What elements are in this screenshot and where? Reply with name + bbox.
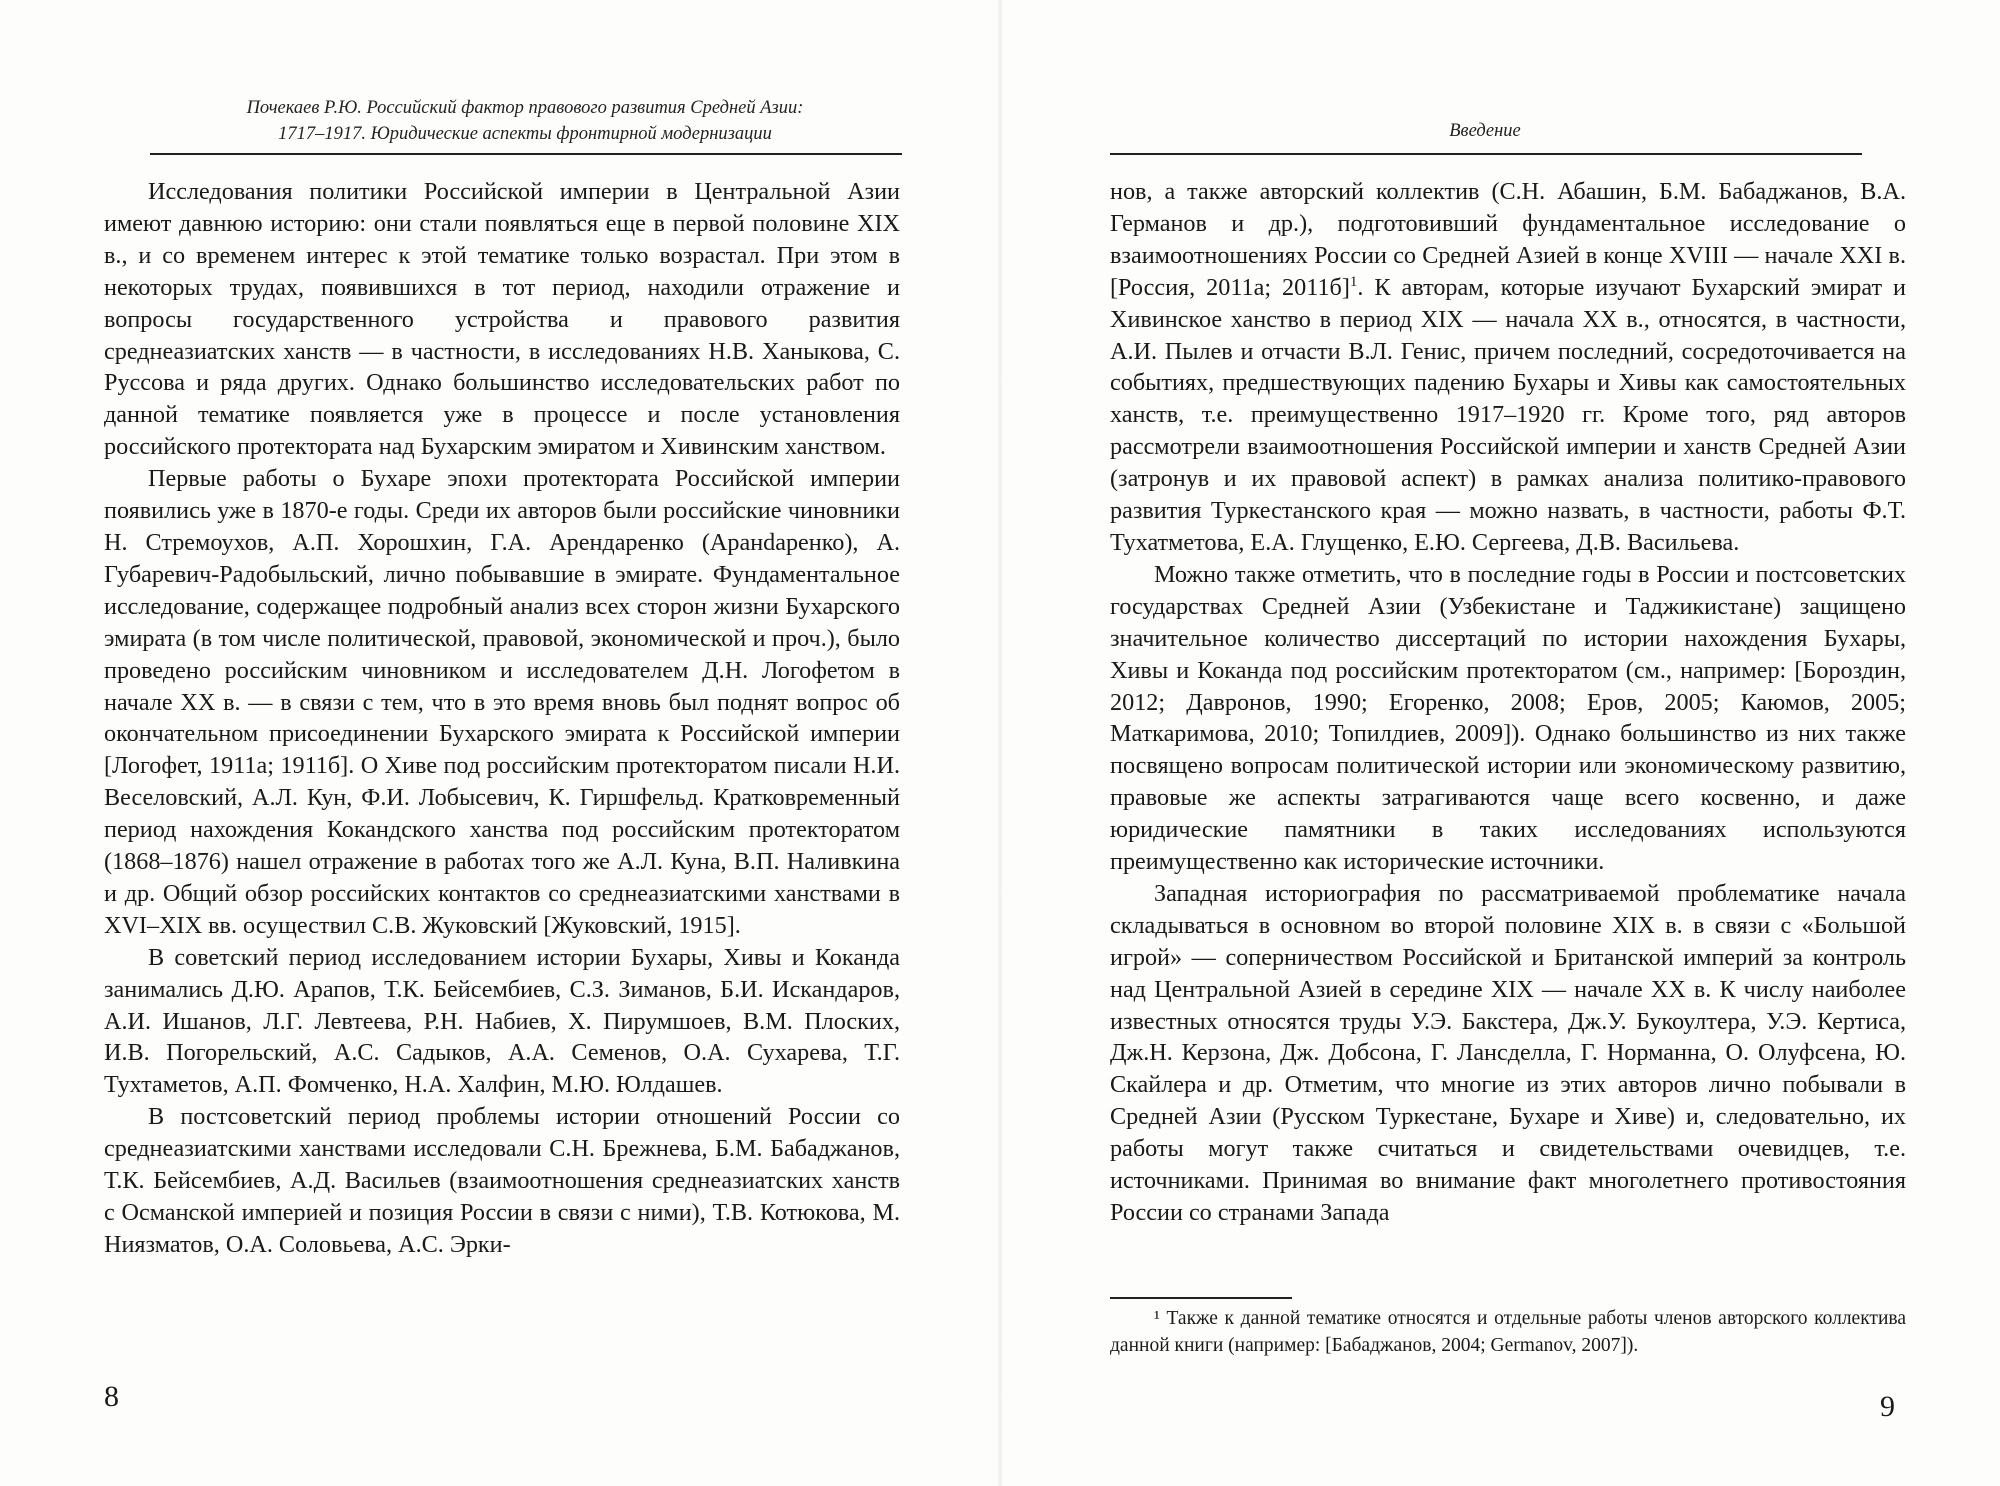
header-rule — [1110, 153, 1862, 155]
body-text-right — [1110, 176, 1906, 1229]
footnote-reference: 1 — [1349, 273, 1358, 290]
paragraph-continued — [1110, 176, 1906, 559]
paragraph: Западная историография по рассматриваемой проблематике начала складываться в основном во второй половине XIX в. в связи с «Большой игрой» — соперничеством Российской и Британской империй за контроль над Центральной Азией в середине XIX — начале XX в. К числу наиболее известных относятся труды У.Э. Бакстера, Дж.У. Букоултера, У.Э. Кертиса, Дж.Н. Керзона, Дж. Добсона, Г. Лансделла, Г. Норманна, О. Олуфсена, Ю. Скайлера и др. Отметим, что многие из этих авторов лично побывали в Средней Азии (Русском Туркестане, Бухаре и Хиве) и, следовательно, их работы могут также считаться и свидетельствами очевидцев, т.е. источниками. Принимая во внимание факт многолетнего противостояния России со странами Запада — [1110, 879, 1906, 1226]
page-number-right: 9 — [1880, 1390, 1895, 1423]
running-head-line-1: Почекаев Р.Ю. Российский фактор правового развития Средней Азии: — [246, 98, 804, 118]
footnote-text: ¹ Также к данной тематике относятся и отдельные работы членов авторского коллектива данной книги (например: [Бабаджанов, 2004; Germanov, 2007]). — [1110, 1308, 1906, 1356]
paragraph: В постсоветский период проблемы истории отношений России со среднеазиатскими ханствами исследовали С.Н. Брежнева, Б.М. Бабаджанов, Т.К. Бейсембиев, А.Д. Васильев (взаимоотношения среднеазиатских ханств с Османской империей и позиция России в связи с ними), Т.В. Котюкова, М. Ниязматов, О.А. Соловьева, А.С. Эрки- — [104, 1103, 900, 1258]
header-rule — [150, 153, 902, 155]
footnote-rule — [1110, 1297, 1292, 1299]
paragraph-text: нов, а также авторский коллектив (С.Н. Абашин, Б.М. Бабаджанов, В.А. Германов и др.), подготовивший фундаментальное исследование о взаимоотношениях России со Средней Азией в конце XVIII — начале XXI в. [Россия, 2011а; 2011б] — [1110, 178, 1906, 301]
running-head-line-2: 1717–1917. Юридические аспекты фронтирной модернизации — [278, 124, 772, 144]
paragraph: Первые работы о Бухаре эпохи протектората Российской империи появились уже в 1870-е годы. Среди их авторов были российские чиновники Н. Стремоухов, А.П. Хорошхин, Г.А. Арендаренко (Аранdаренко), А. Губаревич-Радобыльский, лично побывавшие в эмирате. Фундаментальное исследование, содержащее подробный анализ всех сторон жизни Бухарского эмирата (в том числе политической, правовой, экономической и проч.), было проведено российским чиновником и исследователем Д.Н. Логофетом в начале XX в. — в связи с тем, что в это время вновь был поднят вопрос об окончательном присоединении Бухарского эмирата к Российской империи [Логофет, 1911а; 1911б]. О Хиве под российским протекторатом писали Н.И. Веселовский, А.Л. Кун, Ф.И. Лобысевич, К. Гиршфельд. Кратковременный период нахождения Кокандского ханства под российским протекторатом (1868–1876) нашел отражение в работах того же А.Л. Куна, В.П. Наливкина и др. Общий обзор российских контактов со среднеазиатскими ханствами в XVI–XIX вв. осуществил С.В. Жуковский [Жуковский, 1915]. — [104, 465, 900, 939]
right-page — [1000, 0, 2000, 1486]
body-text-left — [104, 176, 900, 1261]
paragraph-text: . К авторам, которые изучают Бухарский эмират и Хивинское ханство в период XIX — начала XX в., относятся, в частности, А.И. Пылев и отчасти В.Л. Генис, причем последний, сосредоточивается на событиях, предшествующих падению Бухары и Хивы как самостоятельных ханств, т.е. преимущественно 1917–1920 гг. Кроме того, ряд авторов рассмотрели взаимоотношения Российской империи и ханств Средней Азии (затронув и их правовой аспект) в рамках анализа политико-правового развития Туркестанского края — можно назвать, в частности, работы Ф.Т. Тухатметова, Е.А. Глущенко, Е.Ю. Сергеева, Д.В. Васильева. — [1110, 273, 1906, 556]
paragraph: Исследования политики Российской империи в Центральной Азии имеют давнюю историю: они стали появляться еще в первой половине XIX в., и со временем интерес к этой тематике только возрастал. При этом в некоторых трудах, появившихся в тот период, находили отражение и вопросы государственного устройства и правового развития среднеазиатских ханств — в частности, в исследованиях Н.В. Ханыкова, С. Руссова и ряда других. Однако большинство исследовательских работ по данной тематике появляется уже в процессе и после установления российского протектората над Бухарским эмиратом и Хивинским ханством. — [104, 178, 900, 461]
running-head-left — [150, 95, 900, 147]
footnote — [1110, 1305, 1906, 1359]
page-number-left: 8 — [104, 1380, 119, 1413]
paragraph: В советский период исследованием истории Бухары, Хивы и Коканда занимались Д.Ю. Арапов, Т.К. Бейсембиев, С.З. Зиманов, Б.И. Искандаров, А.И. Ишанов, Л.Г. Левтеева, Р.Н. Набиев, Х. Пирумшоев, В.М. Плоских, И.В. Погорельский, А.С. Садыков, А.А. Семенов, О.А. Сухарева, Т.Г. Тухтаметов, А.П. Фомченко, Н.А. Халфин, М.Ю. Юлдашев. — [104, 943, 900, 1099]
paragraph: Можно также отметить, что в последние годы в России и постсоветских государствах Средней Азии (Узбекистане и Таджикистане) защищено значительное количество диссертаций по истории нахождения Бухары, Хивы и Коканда под российским протекторатом (см., например: [Бороздин, 2012; Давронов, 1990; Егоренко, 2008; Еров, 2005; Каюмов, 2005; Маткаримова, 2010; Топилдиев, 2009]). Однако большинство из них также посвящено вопросам политической истории или экономическому развитию, правовые же аспекты затрагиваются чаще всего косвенно, и даже юридические памятники в таких исследованиях используются преимущественно как исторические источники. — [1110, 560, 1906, 876]
running-head-right: Введение — [1449, 121, 1521, 141]
